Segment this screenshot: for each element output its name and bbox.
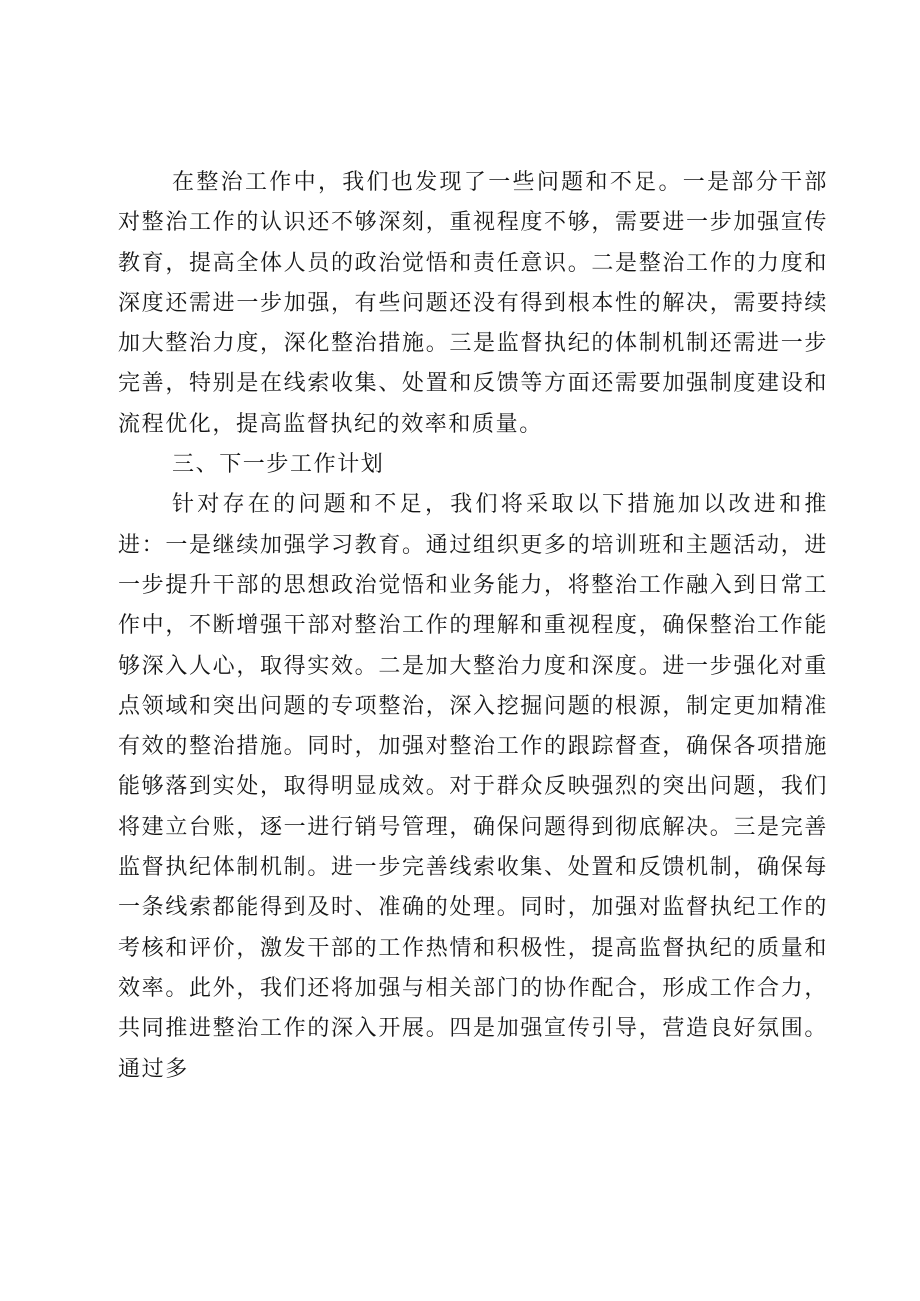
paragraph-plan: 针对存在的问题和不足，我们将采取以下措施加以改进和推进：一是继续加强学习教育。通过组织更多的培训班和主题活动，进一步提升干部的思想政治觉悟和业务能力，将整治工作融入到日常工作中，不断增强干部对整治工作的理解和重视程度，确保整治工作能够深入人心，取得实效。二是加大整治力度和深度。进一步强化对重点领域和突出问题的专项整治，深入挖掘问题的根源，制定更加精准有效的整治措施。同时，加强对整治工作的跟踪督查，确保各项措施能够落到实处，取得明显成效。对于群众反映强烈的突出问题，我们将建立台账，逐一进行销号管理，确保问题得到彻底解决。三是完善监督执纪体制机制。进一步完善线索收集、处置和反馈机制，确保每一条线索都能得到及时、准确的处理。同时，加强对监督执纪工作的考核和评价，激发干部的工作热情和积极性，提高监督执纪的质量和效率。此外，我们还将加强与相关部门的协作配合，形成工作合力，共同推进整治工作的深入开展。四是加强宣传引导，营造良好氛围。通过多	[118, 492, 828, 1082]
document-body	[118, 163, 828, 1090]
paragraph-problems: 在整治工作中，我们也发现了一些问题和不足。一是部分干部对整治工作的认识还不够深刻，重视程度不够，需要进一步加强宣传教育，提高全体人员的政治觉悟和责任意识。二是整治工作的力度和深度还需进一步加强，有些问题还没有得到根本性的解决，需要持续加大整治力度，深化整治措施。三是监督执纪的体制机制还需进一步完善，特别是在线索收集、处置和反馈等方面还需要加强制度建设和流程优化，提高监督执纪的效率和质量。	[118, 170, 828, 437]
section-heading: 三、下一步工作计划	[172, 452, 385, 478]
